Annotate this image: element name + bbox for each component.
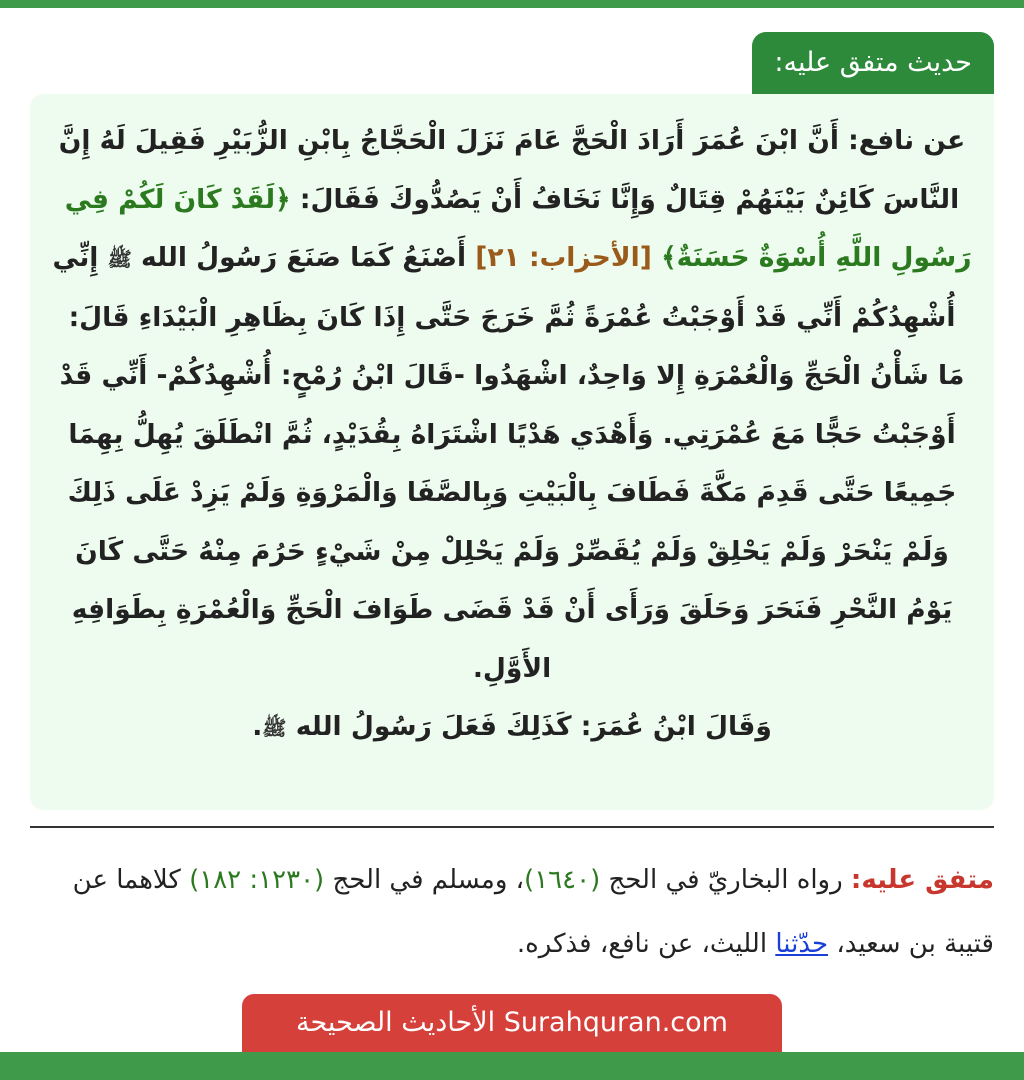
site-footer-badge[interactable]: الأحاديث الصحيحة Surahquran.com [242, 994, 782, 1052]
hadith-part-2: أَصْنَعُ كَمَا صَنَعَ رَسُولُ الله [141, 242, 467, 273]
verse-reference: [الأحزاب: ٢١] [475, 242, 652, 273]
divider [30, 826, 994, 828]
hadith-text-box [30, 94, 994, 810]
salawat-icon-2: ﷺ [262, 716, 287, 740]
source-citation [28, 848, 994, 976]
closing-period: . [252, 711, 263, 742]
quran-verse: ﴿لَقَدْ كَانَ لَكُمْ فِي رَسُولِ اللَّهِ أُسْوَةٌ حَسَنَةٌ﴾ [64, 183, 972, 273]
hadith-part-3: إِنِّي أُشْهِدُكُمْ أَنِّي قَدْ أَوْجَبْتُ عُمْرَةً ثُمَّ خَرَجَ حَتَّى إِذَا كَانَ بِظَاهِرِ الْبَيْدَاءِ قَالَ: مَا شَأْنُ الْحَجِّ وَالْعُمْرَةِ إِلا وَاحِدٌ، اشْهَدُوا -قَالَ ابْنُ رُمْحٍ: أُشْهِدُكُمْ- أَنِّي قَدْ أَوْجَبْتُ حَجًّا مَعَ عُمْرَتِي. وَأَهْدَي هَدْيًا اشْتَرَاهُ بِقُدَيْدٍ، ثُمَّ انْطَلَقَ يُهِلُّ بِهِمَا جَمِيعًا حَتَّى قَدِمَ مَكَّةَ فَطَافَ بِالْبَيْتِ وَبِالصَّفَا وَالْمَرْوَةِ وَلَمْ يَزِدْ عَلَى ذَلِكَ وَلَمْ يَنْحَرْ وَلَمْ يَحْلِقْ وَلَمْ يُقَصِّرْ وَلَمْ يَحْلِلْ مِنْ شَيْءٍ حَرُمَ مِنْهُ حَتَّى كَانَ يَوْمُ النَّحْرِ فَنَحَرَ وَحَلَقَ وَرَأَى أَنْ قَدْ قَضَى طَوَافَ الْحَجِّ وَالْعُمْرَةِ بِطَوَافِهِ الأَوَّلِ. [52, 242, 965, 684]
muslim-number: (١٢٣٠: ١٨٢) [189, 865, 325, 895]
source-text-2: ، ومسلم في الحج [332, 865, 525, 895]
hadith-closing: وَقَالَ ابْنُ عُمَرَ: كَذَلِكَ فَعَلَ رَسُولُ الله [295, 711, 772, 742]
hadith-intro: عن نافع: أَنَّ ابْنَ عُمَرَ أَرَادَ الْحَجَّ عَامَ نَزَلَ الْحَجَّاجُ بِابْنِ الزُّبَيْرِ فَقِيلَ لَهُ إِنَّ النَّاسَ كَائِنٌ بَيْنَهُمْ قِتَالٌ وَإِنَّا نَخَافُ أَنْ يَصُدُّوكَ فَقَالَ: [58, 125, 966, 215]
source-label: متفق عليه: [850, 865, 994, 895]
salawat-icon: ﷺ [107, 247, 132, 271]
hadith-type-badge: حديث متفق عليه: [752, 32, 994, 94]
bottom-green-bar [0, 1052, 1024, 1080]
source-text-3: كلاهما عن قتيبة بن سعيد، [72, 865, 994, 959]
source-text-1: رواه البخاريّ في الحج [608, 865, 843, 895]
source-text-4: الليث، عن نافع، فذكره. [516, 929, 768, 959]
bukhari-number: (١٦٤٠) [524, 865, 601, 895]
top-green-bar [0, 0, 1024, 8]
haddathana-link[interactable]: حدّثنا [775, 929, 829, 959]
